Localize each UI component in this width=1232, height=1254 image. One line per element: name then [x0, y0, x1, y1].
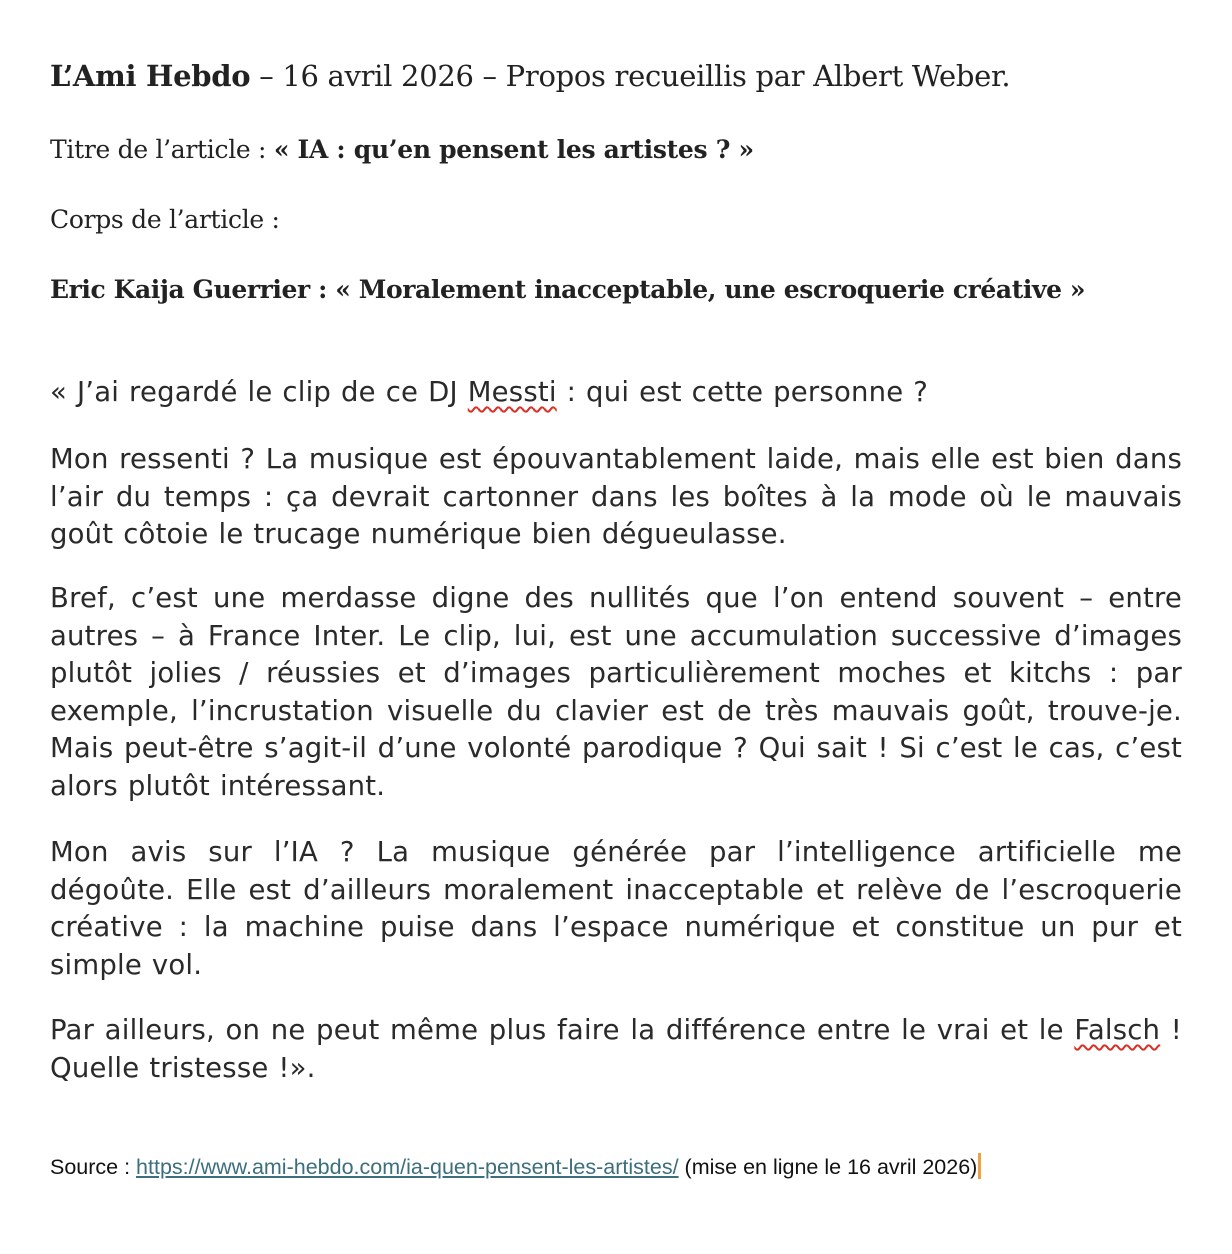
paragraph-5-start: Par ailleurs, on ne peut même plus faire la différence entre le vrai et le [50, 1014, 1075, 1046]
paragraph-1-start: « J’ai regardé le clip de ce DJ [50, 376, 468, 408]
paragraph-1 [50, 374, 1182, 412]
source-link[interactable]: https://www.ami-hebdo.com/ia-quen-pensent-les-artistes/ [136, 1155, 679, 1179]
source-label: Source : [50, 1155, 137, 1179]
paragraph-3: Bref, c’est une merdasse digne des nullités que l’on entend souvent – entre autres – à France Inter. Le clip, lui, est une accumulation successive d’images plutôt jolies / réussies et d’images particulièrement moches et kitchs : par exemple, l’incrustation visuelle du clavier est de très mauvais goût, trouve-je. Mais peut-être s’agit-il d’une volonté parodique ? Qui sait ! Si c’est le cas, c’est alors plutôt intéressant. [50, 582, 1182, 802]
text-cursor [978, 1153, 981, 1179]
paragraph-5-end: ! Quelle tristesse !». [50, 1014, 1182, 1084]
publication-name: L’Ami Hebdo [50, 59, 251, 93]
header-details: – 16 avril 2026 – Propos recueillis par Albert Weber. [250, 59, 1011, 93]
paragraph-1-end: : qui est cette personne ? [556, 376, 929, 408]
title-label: Titre de l’article : [50, 135, 274, 164]
paragraph-2: Mon ressenti ? La musique est épouvantablement laide, mais elle est bien dans l’air du temps : ça devrait cartonner dans les boîtes à la mode où le mauvais goût côtoie le trucage numérique bien dégueulasse. [50, 443, 1182, 551]
paragraph-4: Mon avis sur l’IA ? La musique générée par l’intelligence artificielle me dégoûte. Elle est d’ailleurs moralement inacceptable et relève de l’escroquerie créative : la machine puise dans l’espace numérique et constitue un pur et simple vol. [50, 836, 1182, 981]
paragraph-5 [50, 1012, 1182, 1087]
spellcheck-flagged-word[interactable]: Falsch [1074, 1014, 1161, 1046]
article-title-line [50, 133, 754, 167]
article-header [50, 56, 1010, 96]
spellcheck-flagged-word[interactable]: Messti [467, 376, 557, 408]
source-line [50, 1152, 981, 1182]
source-note: (mise en ligne le 16 avril 2026) [678, 1155, 978, 1179]
article-title: « IA : qu’en pensent les artistes ? » [273, 135, 754, 164]
body-label: Corps de l’article : [50, 205, 280, 234]
interview-subheading: Eric Kaija Guerrier : « Moralement inacceptable, une escroquerie créative » [50, 275, 1086, 304]
